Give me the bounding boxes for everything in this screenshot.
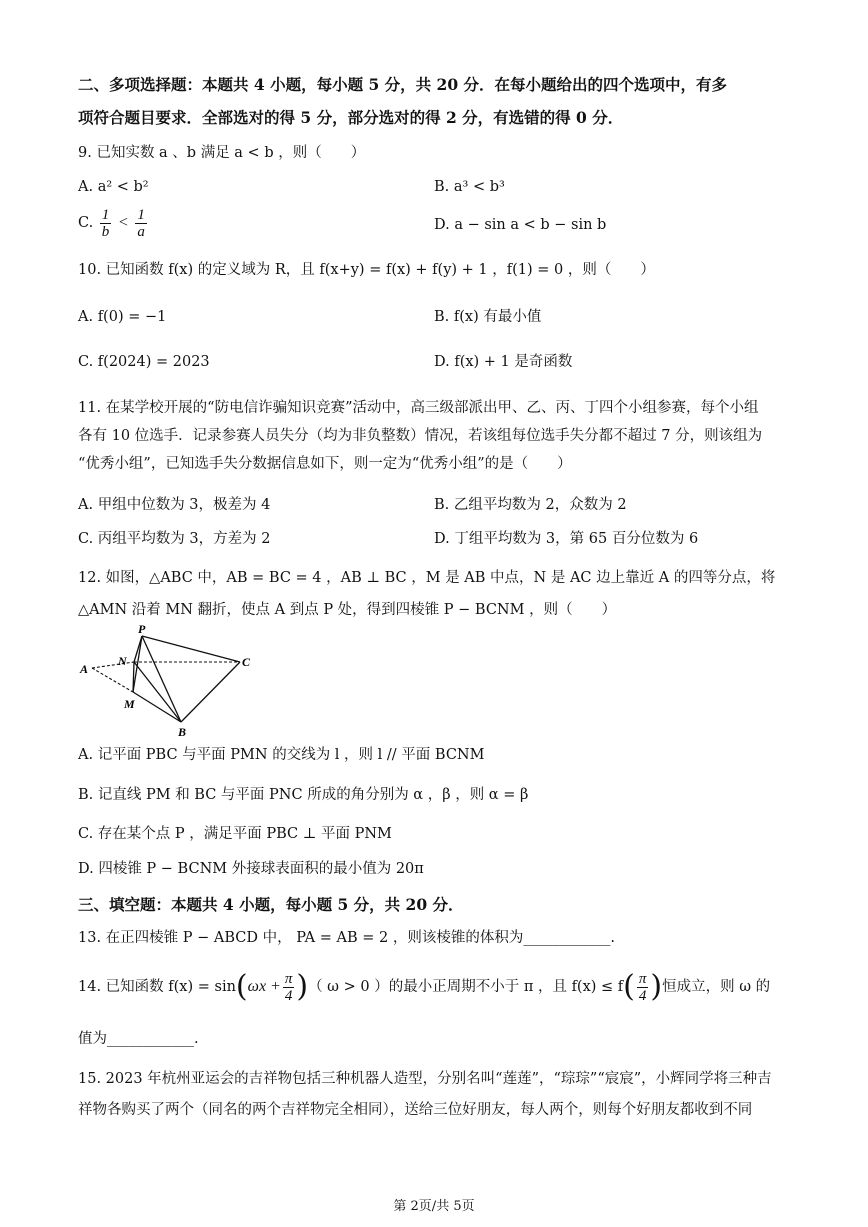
q10-option-a: A. f(0) = −1 xyxy=(78,309,167,325)
q11-stem-line-1: 11. 在某学校开展的“防电信诈骗知识竞赛”活动中，高三级部派出甲、乙、丙、丁四个小组参赛，每个小组 xyxy=(78,400,759,416)
q12-stem-line-2: △AMN 沿着 MN 翻折，使点 A 到点 P 处，得到四棱锥 P − BCNM ，则（ ） xyxy=(78,602,617,618)
q14-condition: （ ω > 0 ）的最小正周期不小于 π ，且 f(x) ≤ f xyxy=(308,979,624,995)
q12-option-c: C. 存在某个点 P ，满足平面 PBC ⊥ 平面 PNM xyxy=(78,826,392,842)
q14-paren-open-2: ( xyxy=(623,969,635,1004)
q10-option-d: D. f(x) + 1 是奇函数 xyxy=(434,354,573,370)
q14-prefix: 14. 已知函数 f(x) = sin xyxy=(78,979,236,995)
q9-option-c xyxy=(78,206,149,240)
fraction-denominator: 4 xyxy=(638,987,647,1004)
q9-option-d: D. a − sin a < b − sin b xyxy=(434,217,607,233)
label-b: B xyxy=(178,725,187,739)
q9-fraction-1-over-b xyxy=(100,207,112,240)
question-9-stem: 9. 已知实数 a 、b 满足 a < b ，则（ ） xyxy=(78,145,366,161)
q9-option-b: B. a³ < b³ xyxy=(434,179,505,195)
label-p: P xyxy=(138,622,146,636)
q9-fraction-1-over-a xyxy=(135,207,147,240)
q11-stem-line-3: “优秀小组”，已知选手失分数据信息如下，则一定为“优秀小组”的是（ ） xyxy=(78,456,572,472)
fraction-numerator: 1 xyxy=(137,206,145,223)
q12-option-d: D. 四棱锥 P − BCNM 外接球表面积的最小值为 20π xyxy=(78,861,424,877)
fraction-denominator: 4 xyxy=(284,987,293,1004)
dashed-am xyxy=(92,668,133,692)
q9-option-c-label: C. xyxy=(78,215,94,231)
fraction-numerator: 1 xyxy=(101,206,110,223)
q14-suffix: 恒成立，则 ω 的 xyxy=(662,979,771,995)
q11-option-c: C. 丙组平均数为 3，方差为 2 xyxy=(78,531,271,547)
question-13: 13. 在正四棱锥 P − ABCD 中， PA = AB = 2 ，则该棱锥的体积为____________. xyxy=(78,930,615,946)
q9-option-a: A. a² < b² xyxy=(78,179,149,195)
less-than-sign: < xyxy=(117,214,129,231)
fraction-numerator: π xyxy=(284,970,293,987)
question-10-stem: 10. 已知函数 f(x) 的定义域为 R，且 f(x+y) = f(x) + f(y) + 1 ，f(1) = 0 ，则（ ） xyxy=(78,262,655,278)
question-12-stem xyxy=(78,562,790,626)
q14-inner-expression: ωx + xyxy=(247,978,281,995)
page-footer: 第 2页/共 5页 xyxy=(393,1199,475,1214)
edge-pc xyxy=(142,636,240,662)
q14-fraction-pi-over-4 xyxy=(283,971,295,1004)
q15-line-2: 祥物各购买了两个（同名的两个吉祥物完全相同），送给三位好朋友，每人两个，则每个好朋友都收到不同 xyxy=(78,1102,753,1118)
question-15 xyxy=(78,1064,790,1126)
fraction-numerator: π xyxy=(638,970,647,987)
edge-bc xyxy=(181,662,240,722)
q12-pyramid-figure xyxy=(76,622,266,740)
question-14-line-2: 值为____________. xyxy=(78,1031,199,1047)
section-3-title: 三、填空题：本题共 4 小题，每小题 5 分，共 20 分． xyxy=(78,895,464,914)
label-c: C xyxy=(242,655,251,669)
fraction-denominator: a xyxy=(137,223,145,240)
q14-paren-close: ) xyxy=(296,969,309,1004)
question-14-line-1 xyxy=(78,964,790,1010)
label-m: M xyxy=(124,697,135,711)
section-2-title-line-1: 二、多项选择题：本题共 4 小题，每小题 5 分，共 20 分．在每小题给出的四个选项中，有多 xyxy=(78,75,728,94)
q11-option-b: B. 乙组平均数为 2，众数为 2 xyxy=(434,497,627,513)
question-11-stem xyxy=(78,394,790,478)
q11-stem-line-2: 各有 10 位选手．记录参赛人员失分（均为非负整数）情况，若该组每位选手失分都不超过 7 分，则该组为 xyxy=(78,428,763,444)
section-2-title-line-2: 项符合题目要求．全部选对的得 5 分，部分选对的得 2 分，有选错的得 0 分． xyxy=(78,108,624,127)
q14-fraction-pi-over-4-b xyxy=(637,971,649,1004)
q14-paren-close-2: ) xyxy=(650,969,663,1004)
label-n: N xyxy=(118,654,127,668)
q11-option-d: D. 丁组平均数为 3，第 65 百分位数为 6 xyxy=(434,531,699,547)
label-a: A xyxy=(80,662,89,676)
fraction-denominator: b xyxy=(101,223,110,240)
q12-option-a: A. 记平面 PBC 与平面 PMN 的交线为 l ，则 l // 平面 BCNM xyxy=(78,747,485,763)
q11-option-a: A. 甲组中位数为 3，极差为 4 xyxy=(78,497,271,513)
q12-option-b: B. 记直线 PM 和 BC 与平面 PNC 所成的角分别为 α ，β ，则 α = β xyxy=(78,787,529,803)
dashed-an xyxy=(92,662,134,668)
q10-option-b: B. f(x) 有最小值 xyxy=(434,309,542,325)
q15-line-1: 15. 2023 年杭州亚运会的吉祥物包括三种机器人造型，分别名叫“莲莲”，“琮琮”“宸宸”，小辉同学将三种吉 xyxy=(78,1071,772,1087)
q12-stem-line-1: 12. 如图，△ABC 中，AB = BC = 4 ，AB ⊥ BC ，M 是 AB 中点，N 是 AC 边上靠近 A 的四等分点，将 xyxy=(78,570,776,586)
q10-option-c: C. f(2024) = 2023 xyxy=(78,354,210,370)
section-2-title xyxy=(78,68,790,134)
q14-paren-open: ( xyxy=(235,969,248,1004)
